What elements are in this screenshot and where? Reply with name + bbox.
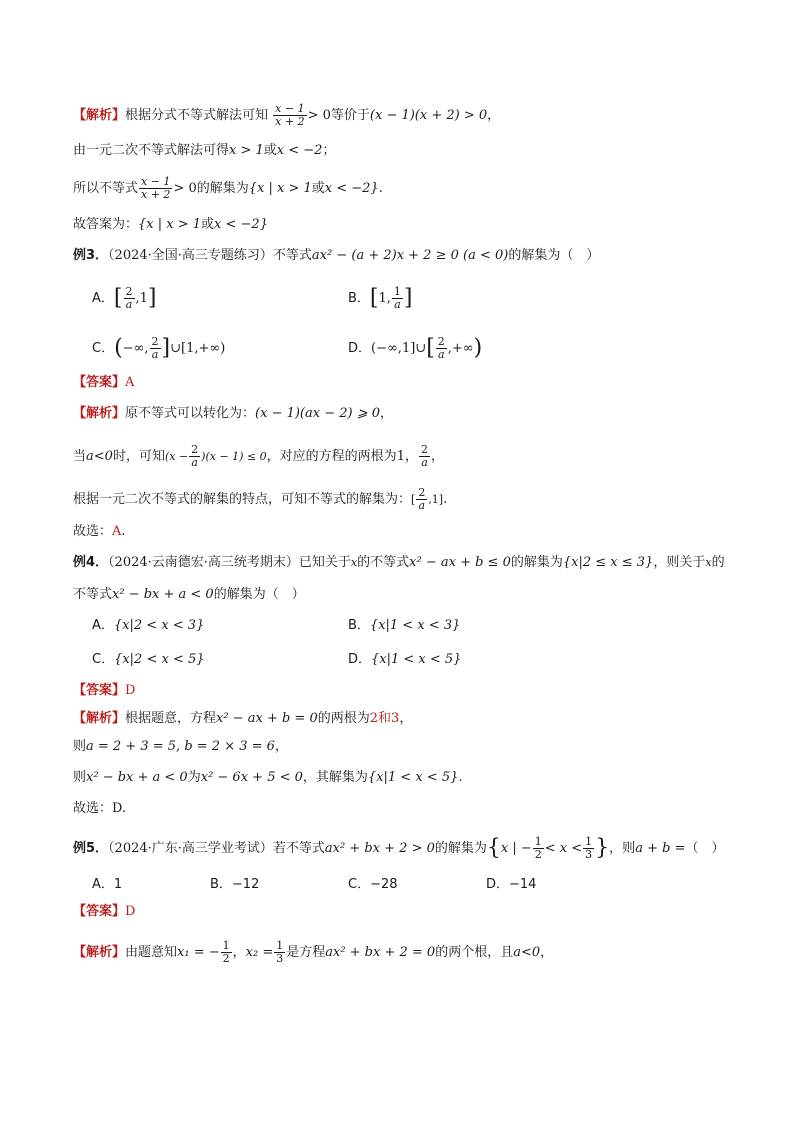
example-5-analysis-1: 【解析】由题意知x₁ = − $\frac{1}{2}$ ，x₂ = $\frac{1}{3}$ 是方程ax² + bx + 2 = 0的两个根，且a<0，	[73, 939, 554, 965]
example-4-stem-1: 例4．（2024·云南德宏·高三统考期末）已知关于x的不等式x² − ax + b ≤ 0的解集为{x|2 ≤ x ≤ 3}，则关于x的	[73, 555, 725, 570]
analysis-line-2: 由一元二次不等式解法可得x > 1或x < −2；	[73, 143, 336, 158]
example-4-stem-2: 不等式x² − bx + a < 0的解集为（ ）	[73, 587, 305, 602]
example-4-analysis-1: 【解析】根据题意，方程x² − ax + b = 0的两根为2和3，	[73, 711, 413, 726]
example-3-option-b: B．[1, $\frac{1}{a}$ ]	[348, 285, 413, 311]
fraction: $\frac{x - 1}{x + 2}$	[275, 102, 305, 128]
example-5-option-a: A．1	[92, 877, 123, 892]
example-3-option-d: D．(−∞,1]∪[ $\frac{2}{a}$ ,+∞)	[348, 335, 483, 361]
example-3-analysis-1: 【解析】原不等式可以转化为：(x − 1)(ax − 2) ⩾ 0，	[73, 406, 394, 421]
example-5-option-b: B．−12	[210, 877, 260, 892]
example-5-stem: 例5．（2024·广东·高三学业考试）若不等式ax² + bx + 2 > 0的解集为{x | − $\frac{1}{2}$ < x < $\frac{1}{3}$ }，则a + b =（ ）	[73, 835, 725, 861]
example-3-stem: 例3．（2024·全国·高三专题练习）不等式ax² − (a + 2)x + 2 ≥ 0 (a < 0)的解集为（ ）	[73, 248, 600, 263]
example-3-option-c: C．(−∞, $\frac{2}{a}$ ]∪[1,+∞)	[92, 335, 226, 361]
analysis-line-3: 所以不等式 $\frac{x - 1}{x + 2}$ > 0的解集为{x | x > 1或x < −2}.	[73, 175, 383, 201]
example-4-option-b: B．{x|1 < x < 3}	[348, 618, 461, 633]
example-3-option-a: A．[ $\frac{2}{a}$ ,1]	[92, 285, 157, 311]
example-4-option-c: C．{x|2 < x < 5}	[92, 652, 205, 667]
example-3-choose: 故选：A.	[73, 524, 126, 539]
example-5-answer: 【答案】D	[73, 904, 136, 919]
example-4-answer: 【答案】D	[73, 683, 136, 698]
analysis-line-1: 【解析】根据分式不等式解法可知 $\frac{x - 1}{x + 2}$ > 0等价于(x − 1)(x + 2) > 0，	[73, 102, 501, 128]
analysis-tag: 【解析】	[73, 108, 126, 123]
analysis-line-4: 故答案为：{x | x > 1或x < −2}	[73, 217, 268, 232]
fraction: $\frac{x - 1}{x + 2}$	[141, 175, 171, 201]
example-3-analysis-2: 当a<0时，可知(x − $\frac{2}{a}$ )(x − 1) ≤ 0，对应的方程的两根为1， $\frac{2}{a}$ ，	[73, 443, 444, 469]
example-4-analysis-2: 则a = 2 + 3 = 5, b = 2 × 3 = 6，	[73, 739, 288, 754]
example-4-option-a: A．{x|2 < x < 3}	[92, 618, 205, 633]
example-5-option-d: D．−14	[486, 877, 537, 892]
example-4-choose: 故选：D.	[73, 801, 127, 816]
example-4-analysis-3: 则x² − bx + a < 0为x² − 6x + 5 < 0，其解集为{x|1 < x < 5}.	[73, 770, 463, 785]
example-4-option-d: D．{x|1 < x < 5}	[348, 652, 462, 667]
example-3-answer: 【答案】A	[73, 375, 135, 390]
example-5-option-c: C．−28	[348, 877, 398, 892]
example-3-analysis-3: 根据一元二次不等式的解集的特点，可知不等式的解集为：[ $\frac{2}{a}$ ,1].	[73, 486, 448, 512]
